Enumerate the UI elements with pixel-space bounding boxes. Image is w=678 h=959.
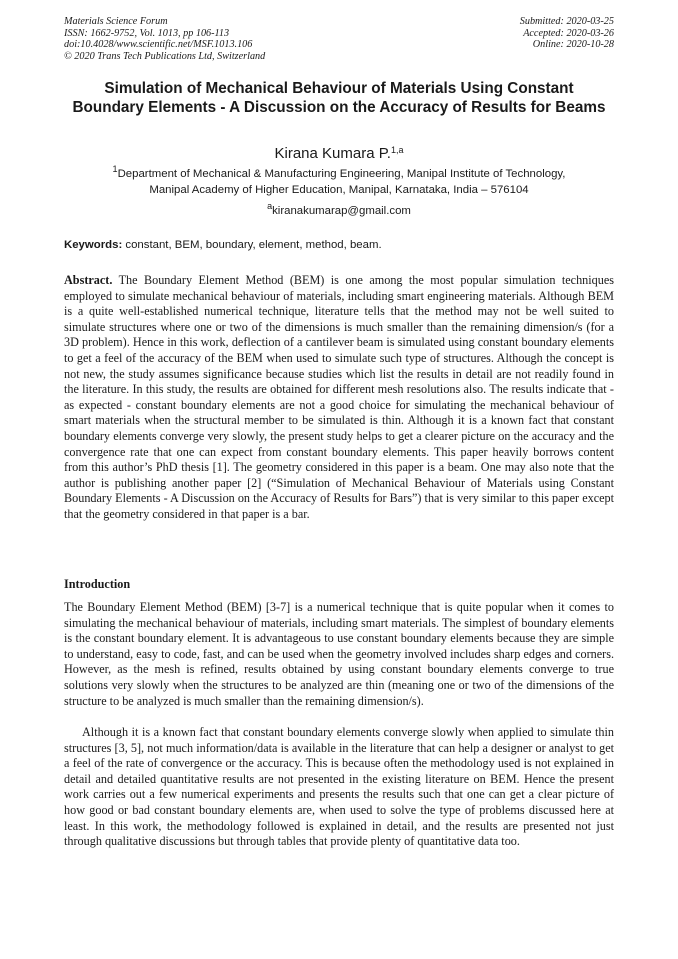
email-address[interactable]: kiranakumarap@gmail.com bbox=[272, 205, 411, 217]
affiliation-line-1 bbox=[64, 166, 614, 182]
author-line bbox=[64, 145, 614, 163]
journal-name: Materials Science Forum bbox=[64, 16, 168, 27]
issn-line: ISSN: 1662-9752, Vol. 1013, pp 106-113 bbox=[64, 27, 230, 39]
submission-dates bbox=[520, 16, 614, 51]
introduction-heading: Introduction bbox=[64, 577, 131, 591]
affiliation bbox=[64, 166, 614, 198]
keywords-text: constant, BEM, boundary, element, method, beam. bbox=[125, 239, 382, 251]
doi-line[interactable]: doi:10.4028/www.scientific.net/MSF.1013.106 bbox=[64, 39, 253, 51]
copyright-line: © 2020 Trans Tech Publications Ltd, Switzerland bbox=[64, 50, 266, 62]
abstract bbox=[64, 273, 614, 523]
abstract-label: Abstract. bbox=[64, 273, 113, 287]
abstract-text: The Boundary Element Method (BEM) is one among the most popular simulation techniques employed to simulate mechanical behaviour of materials, including smart engineering materials. Although BEM is a quite well-established numerical technique, literature tells that the method may not be well suited to simulate structures where one or two of the dimensions is much smaller than the remaining dimension/s (for a 3D problem). Hence in this work, deflection of a cantilever beam is simulated using constant boundary elements to get a feel of the accuracy of the BEM when used to simulate such type of structures. Although the concept is not new, the study assumes significance because studies which list the results in detail are not readily found in the literature. In this study, the results are obtained for different mesh resolutions also. The results indicate that - as expected - constant boundary elements are not a good choice for simulating the mechanical behaviour of smart materials when the structural member to be simulated is thin. Although it is a known fact that constant boundary elements converge very slowly, the present study helps to get a clearer picture on the accuracy and the convergence rate that one can expect from constant boundary elements. This paper heavily borrows content from this author’s PhD thesis [1]. The geometry considered in this paper is a beam. One may also note that the author is publishing another paper [2] (“Simulation of Mechanical Behaviour of Materials using Constant Boundary Elements - A Discussion on the Accuracy of Results for Bars”) that is very similar to this paper except that the geometry considered in that paper is a bar. bbox=[64, 273, 614, 521]
email-superscript: a bbox=[267, 201, 273, 211]
introduction-paragraph-2: Although it is a known fact that constant boundary elements converge slowly when applied to simulate thin structures [3, 5], not much information/data is available in the literature that can help a designer or analyst to get a feel of the rate of convergence or the accuracy. This is because often the methodology used is not explained in detail and detailed quantitative results are not presented in the existing literature on BEM. Hence the present work carries out a few numerical experiments and presents the results such that one can get a clear picture of how good or bad constant boundary elements are, when used to solve the type of problems discussed here at least. In this work, the methodology followed is explained in detail, and the results are presented not just through qualitative discussions but through tables that provide plenty of quantitative data too. bbox=[64, 725, 614, 849]
journal-info bbox=[64, 16, 265, 62]
online-date: Online: 2020-10-28 bbox=[532, 39, 614, 51]
author-name: Kirana Kumara P. bbox=[274, 145, 391, 162]
submitted-date: Submitted: 2020-03-25 bbox=[519, 16, 614, 27]
paper-title: Simulation of Mechanical Behaviour of Materials Using Constant Boundary Elements - A Discussion on the Accuracy of Results for Beams bbox=[72, 80, 606, 116]
author-email bbox=[64, 203, 614, 219]
keywords-label: Keywords: bbox=[64, 239, 123, 251]
accepted-date: Accepted: 2020-03-26 bbox=[523, 27, 614, 39]
author-superscript: 1,a bbox=[390, 145, 404, 155]
keywords bbox=[64, 237, 614, 253]
affiliation-text-1: Department of Mechanical & Manufacturing Engineering, Manipal Institute of Technology, bbox=[117, 168, 566, 180]
introduction-paragraph-1: The Boundary Element Method (BEM) [3-7] is a numerical technique that is quite popular when it comes to simulating the mechanical behaviour of materials, including smart materials. The simplest of boundary elements is the constant boundary element. It is advantageous to use constant boundary elements because they are simple to understand, easy to code, fast, and can be used when the geometry involved includes sharp edges and corners. However, as the mesh is refined, results obtained by using constant boundary elements converge to true solutions very slowly when the structures to be analyzed are thin (meaning one or two of the dimensions of the structure to be analyzed is much smaller than the remaining dimension/s). bbox=[64, 600, 614, 708]
affiliation-superscript: 1 bbox=[112, 164, 118, 174]
affiliation-line-2: Manipal Academy of Higher Education, Manipal, Karnataka, India – 576104 bbox=[149, 184, 529, 196]
